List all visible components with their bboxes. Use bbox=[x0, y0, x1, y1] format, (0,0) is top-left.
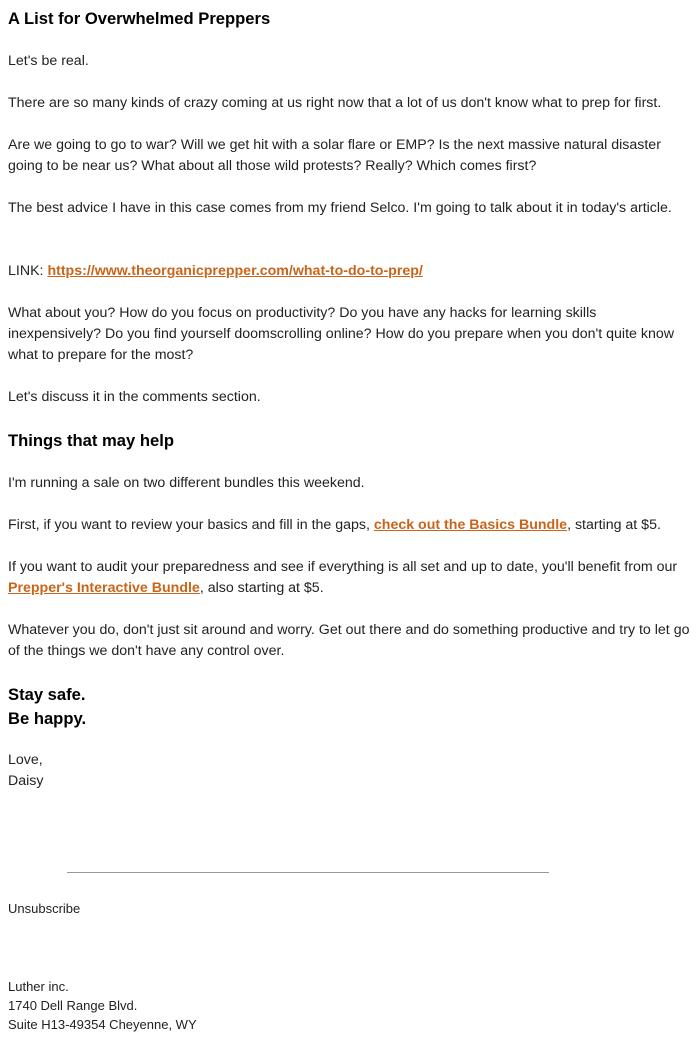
basics-text-after: , starting at $5. bbox=[567, 517, 661, 533]
interactive-text-before: If you want to audit your preparedness and see if everything is all set and up to date, you'll benefit from our bbox=[8, 559, 678, 575]
basics-bundle-link[interactable]: check out the Basics Bundle bbox=[373, 517, 568, 533]
basics-text-before: First, if you want to review your basics and fill in the gaps, bbox=[8, 517, 374, 533]
link-label: LINK: bbox=[8, 263, 48, 279]
signoff-stay-safe: Stay safe. bbox=[8, 685, 86, 704]
paragraph-crazy: There are so many kinds of crazy coming at us right now that a lot of us don't know what to prep for first. bbox=[8, 95, 662, 111]
closing-love: Love, bbox=[8, 752, 43, 768]
paragraph-discuss: Let's discuss it in the comments section. bbox=[8, 389, 261, 405]
paragraph-basics bbox=[8, 515, 692, 536]
paragraph-whatever: Whatever you do, don't just sit around and worry. Get out there and do something productive and try to let go of the things we don't have any control over. bbox=[8, 622, 690, 659]
section-heading-help: Things that may help bbox=[8, 431, 174, 450]
closing-name: Daisy bbox=[8, 773, 44, 789]
email-title: A List for Overwhelmed Preppers bbox=[8, 9, 271, 28]
signoff-be-happy: Be happy. bbox=[8, 709, 87, 728]
address-line-2: 1740 Dell Range Blvd. bbox=[8, 998, 138, 1013]
paragraph-link bbox=[8, 261, 692, 282]
footer-divider bbox=[67, 872, 549, 873]
interactive-bundle-link[interactable]: Prepper's Interactive Bundle bbox=[8, 580, 200, 596]
article-link[interactable]: https://www.theorganicprepper.com/what-to-do-to-prep/ bbox=[47, 263, 423, 279]
interactive-text-after: , also starting at $5. bbox=[199, 580, 324, 596]
paragraph-interactive bbox=[8, 557, 692, 599]
paragraph-advice: The best advice I have in this case comes from my friend Selco. I'm going to talk about it in today's article. bbox=[8, 200, 672, 216]
unsubscribe-link[interactable]: Unsubscribe bbox=[8, 901, 81, 916]
paragraph-sale: I'm running a sale on two different bundles this weekend. bbox=[8, 475, 365, 491]
address-line-3: Suite H13-49354 Cheyenne, WY bbox=[8, 1017, 197, 1032]
address-line-1: Luther inc. bbox=[8, 979, 69, 994]
paragraph-questions: Are we going to go to war? Will we get hit with a solar flare or EMP? Is the next massive natural disaster going to be near us? What about all those wild protests? Really? Which comes first? bbox=[8, 137, 661, 174]
paragraph-intro: Let's be real. bbox=[8, 53, 89, 69]
paragraph-about-you: What about you? How do you focus on productivity? Do you have any hacks for learning skills inexpensively? Do you find yourself doomscrolling online? How do you prepare when you don't quite know what to prepare for the most? bbox=[8, 305, 674, 363]
